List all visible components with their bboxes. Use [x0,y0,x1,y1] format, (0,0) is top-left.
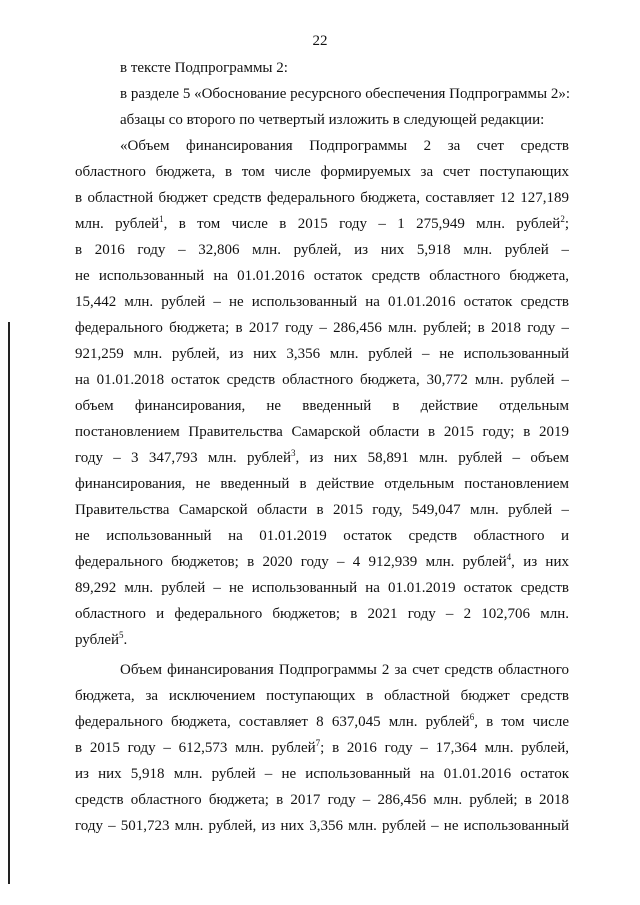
text-line: году – 3 347,793 млн. рублей$^3$, из них 58,891 млн. рублей – объем [75,448,569,466]
text-line: федерального бюджетов; в 2020 году – 4 912,939 млн. рублей$^4$, из них [75,552,569,570]
text-line: «Объем финансирования Подпрограммы 2 за счет средств [120,138,569,154]
text-line: федерального бюджета; в 2017 году – 286,456 млн. рублей; в 2018 году – [75,320,569,336]
text-line: 15,442 млн. рублей – не использованный на 01.01.2016 остаток средств [75,294,569,310]
text-line: не использованный на 01.01.2019 остаток средств областного и [75,528,569,544]
footnote-ref: 7 [315,738,321,748]
text-line: на 01.01.2018 остаток средств областного бюджета, 30,772 млн. рублей – [75,372,569,388]
intro-line: абзацы со второго по четвертый изложить в следующей редакции: [120,112,545,128]
text-line: рублей$^5$. [75,630,128,648]
text-line: 921,259 млн. рублей, из них 3,356 млн. рублей – не использованный [75,346,569,362]
text-line: в 2015 году – 612,573 млн. рублей$^7$; в 2016 году – 17,364 млн. рублей, [75,738,569,756]
text-line: финансирования, не введенный в действие отдельным постановлением [75,476,569,492]
footnote-ref: 4 [506,552,512,562]
text-line: объем финансирования, не введенный в действие отдельным [75,398,569,414]
text-line: областного и федерального бюджетов; в 2021 году – 2 102,706 млн. [75,606,569,622]
text-line: году – 501,723 млн. рублей, из них 3,356 млн. рублей – не использованный [75,818,569,834]
text-line: средств областного бюджета; в 2017 году – 286,456 млн. рублей; в 2018 [75,792,569,808]
page-number: 22 [312,33,328,49]
text-line: бюджета, за исключением поступающих в областной бюджет средств [75,688,569,704]
footnote-ref: 1 [159,214,164,224]
scan-margin-line [8,322,10,884]
text-line: постановлением Правительства Самарской области в 2015 году; в 2019 [75,424,569,440]
text-line: 89,292 млн. рублей – не использованный на 01.01.2019 остаток средств [75,580,569,596]
text-line: из них 5,918 млн. рублей – не использованный на 01.01.2016 остаток [75,766,569,782]
text-line: в областной бюджет средств федерального бюджета, составляет 12 127,189 [75,190,569,206]
footnote-ref: 3 [290,448,296,458]
text-line: не использованный на 01.01.2016 остаток средств областного бюджета, [75,268,569,284]
intro-line: в разделе 5 «Обоснование ресурсного обеспечения Подпрограммы 2»: [120,86,570,102]
footnote-ref: 2 [560,214,565,224]
text-line: млн. рублей$^1$, в том числе в 2015 году – 1 275,949 млн. рублей$^2$; [75,214,569,232]
text-line: федерального бюджета, составляет 8 637,045 млн. рублей$^6$, в том числе [75,712,569,730]
text-line: в 2016 году – 32,806 млн. рублей, из них 5,918 млн. рублей – [75,242,569,258]
text-line: областного бюджета, в том числе формируемых за счет поступающих [75,164,569,180]
text-line: Правительства Самарской области в 2015 году, 549,047 млн. рублей – [75,502,569,518]
footnote-ref: 6 [469,712,475,722]
text-line: Объем финансирования Подпрограммы 2 за счет средств областного [120,662,569,678]
footnote-ref: 5 [119,630,124,640]
intro-line: в тексте Подпрограммы 2: [120,60,288,76]
